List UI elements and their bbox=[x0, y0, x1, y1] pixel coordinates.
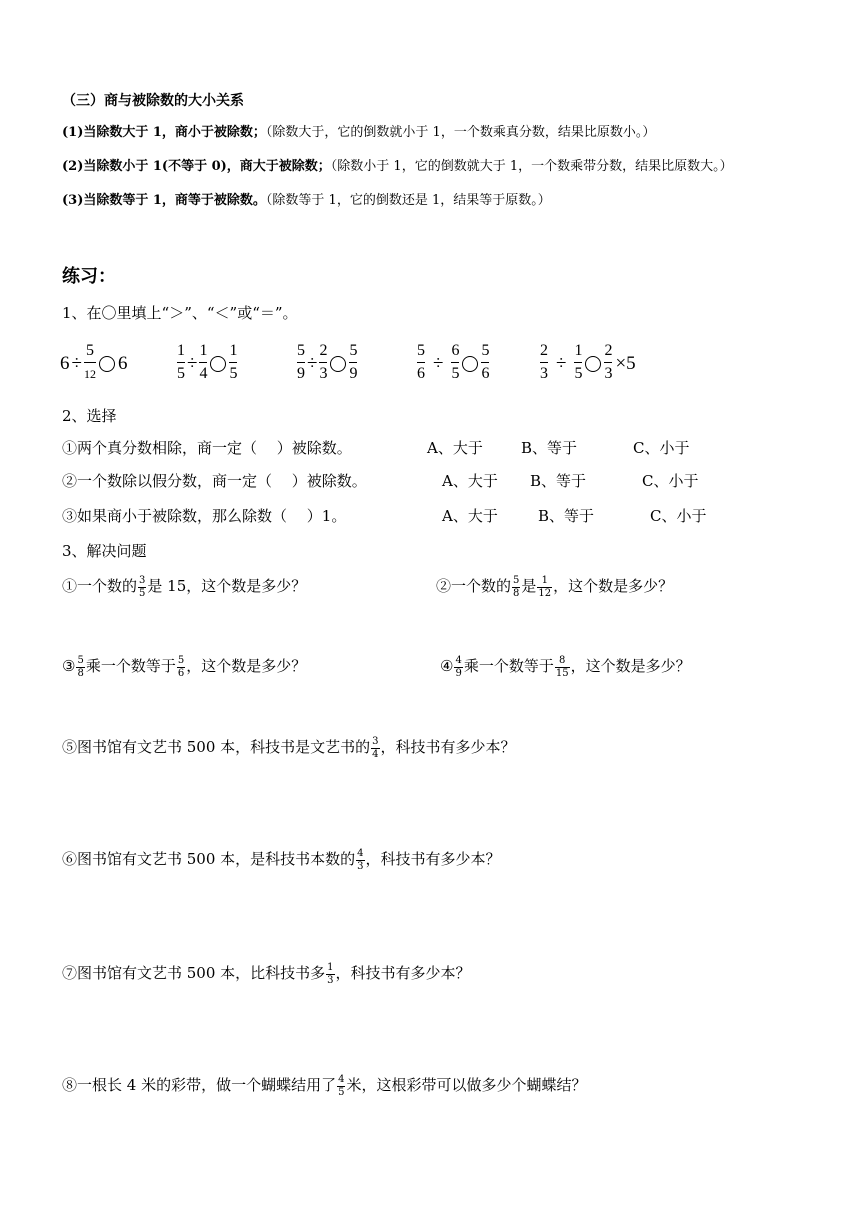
denominator: 4 bbox=[372, 748, 379, 760]
fraction bbox=[138, 576, 146, 599]
problem-3-text-start: ③ bbox=[62, 657, 76, 675]
rule-1 bbox=[62, 124, 655, 142]
numerator: 1 bbox=[199, 342, 208, 359]
fraction bbox=[326, 963, 334, 986]
choice-1-option-b[interactable]: B、等于 bbox=[521, 439, 578, 457]
compare-4-blank-circle[interactable] bbox=[462, 356, 478, 372]
fraction bbox=[297, 342, 305, 383]
denominator: 6 bbox=[177, 667, 185, 679]
times-five: ×5 bbox=[615, 353, 636, 374]
denominator: 5 bbox=[229, 365, 238, 382]
denominator: 9 bbox=[349, 365, 358, 382]
denominator: 5 bbox=[451, 365, 460, 382]
fraction bbox=[451, 342, 459, 383]
denominator: 9 bbox=[455, 667, 462, 679]
denominator: 5 bbox=[574, 365, 583, 382]
choice-question-1: ①两个真分数相除，商一定（ ）被除数。 bbox=[62, 439, 352, 457]
numerator: 1 bbox=[177, 342, 185, 359]
denominator: 12 bbox=[538, 587, 552, 599]
choice-1-option-c[interactable]: C、小于 bbox=[633, 439, 690, 457]
problem-2-text-mid: 是 bbox=[521, 577, 537, 595]
fraction bbox=[349, 342, 357, 383]
compare-item-4 bbox=[417, 342, 490, 382]
problem-2-text-end: ，这个数是多少？ bbox=[553, 577, 674, 595]
divide-sign: ÷ bbox=[187, 353, 198, 374]
denominator: 3 bbox=[357, 860, 364, 872]
problem-3-text-end: ，这个数是多少？ bbox=[186, 657, 307, 675]
compare-3-blank-circle[interactable] bbox=[330, 356, 346, 372]
fraction bbox=[604, 342, 612, 383]
problem-4-text-start: ④ bbox=[440, 657, 454, 675]
fraction bbox=[540, 342, 548, 383]
fraction bbox=[177, 342, 185, 383]
fraction bbox=[337, 1075, 345, 1098]
numerator: 4 bbox=[338, 1073, 345, 1085]
problem-1-text-start: ①一个数的 bbox=[62, 577, 138, 595]
problem-8 bbox=[62, 1074, 586, 1098]
section-title: （三）商与被除数的大小关系 bbox=[62, 93, 244, 109]
rule-2-note: （除数小于 1，它的倒数就大于 1，一个数乘带分数，结果比原数大。） bbox=[330, 159, 733, 174]
denominator: 5 bbox=[139, 587, 146, 599]
numerator: 5 bbox=[513, 574, 520, 586]
numerator: 1 bbox=[229, 342, 238, 359]
fraction bbox=[199, 342, 207, 383]
rule-1-statement: (1)当除数大于 1，商小于被除数； bbox=[62, 125, 266, 140]
problem-5 bbox=[62, 736, 516, 760]
compare-1-blank-circle[interactable] bbox=[99, 356, 115, 372]
practice-heading: 练习： bbox=[62, 266, 116, 287]
numerator: 4 bbox=[357, 847, 364, 859]
divide-sign: ÷ bbox=[71, 353, 82, 374]
choice-3-option-a[interactable]: A、大于 bbox=[442, 507, 498, 525]
compare-item-3 bbox=[297, 342, 358, 382]
denominator: 5 bbox=[338, 1086, 345, 1098]
q2-title: 2、选择 bbox=[62, 407, 117, 425]
fraction bbox=[177, 656, 185, 679]
denominator: 3 bbox=[604, 365, 613, 382]
compare-item-5 bbox=[540, 342, 636, 382]
problem-7 bbox=[62, 962, 471, 986]
numerator: 6 bbox=[451, 342, 460, 359]
numerator: 5 bbox=[177, 654, 185, 666]
choice-2-option-b[interactable]: B、等于 bbox=[530, 472, 587, 490]
problem-6-text-start: ⑥图书馆有文艺书 500 本，是科技书本数的 bbox=[62, 850, 356, 868]
fraction bbox=[356, 849, 364, 872]
problem-1-text-end: 是 15，这个数是多少？ bbox=[147, 577, 307, 595]
numerator: 2 bbox=[319, 342, 328, 359]
rule-3-statement: (3)当除数等于 1，商等于被除数。 bbox=[62, 193, 266, 208]
choice-2-option-a[interactable]: A、大于 bbox=[442, 472, 498, 490]
numerator: 5 bbox=[417, 342, 425, 359]
choice-1-option-a[interactable]: A、大于 bbox=[427, 439, 483, 457]
fraction bbox=[371, 737, 379, 760]
problem-2-text-start: ②一个数的 bbox=[436, 577, 512, 595]
rule-2 bbox=[62, 158, 733, 176]
problem-5-text-end: ，科技书有多少本？ bbox=[380, 738, 516, 756]
rule-3-note: （除数等于 1，它的倒数还是 1，结果等于原数。） bbox=[265, 193, 551, 208]
numerator: 1 bbox=[574, 342, 583, 359]
compare-1-right: 6 bbox=[117, 353, 128, 374]
problem-7-text-start: ⑦图书馆有文艺书 500 本，比科技书多 bbox=[62, 964, 326, 982]
divide-sign: ÷ bbox=[556, 353, 567, 374]
problem-8-text-start: ⑧一根长 4 米的彩带，做一个蝴蝶结用了 bbox=[62, 1076, 337, 1094]
problem-7-text-end: ，科技书有多少本？ bbox=[335, 964, 471, 982]
fraction bbox=[229, 342, 237, 383]
choice-2-option-c[interactable]: C、小于 bbox=[642, 472, 699, 490]
numerator: 5 bbox=[297, 342, 305, 359]
numerator: 5 bbox=[349, 342, 358, 359]
problem-4-text-end: ，这个数是多少？ bbox=[570, 657, 691, 675]
problem-5-text-start: ⑤图书馆有文艺书 500 本，科技书是文艺书的 bbox=[62, 738, 371, 756]
fraction bbox=[555, 656, 570, 679]
compare-5-blank-circle[interactable] bbox=[585, 356, 601, 372]
compare-1-left: 6 bbox=[60, 353, 70, 374]
numerator: 8 bbox=[555, 656, 570, 668]
numerator: 5 bbox=[77, 654, 84, 666]
fraction bbox=[84, 342, 96, 383]
choice-3-option-b[interactable]: B、等于 bbox=[538, 507, 595, 525]
numerator: 5 bbox=[85, 342, 94, 359]
numerator: 1 bbox=[327, 961, 334, 973]
divide-sign: ÷ bbox=[433, 353, 444, 374]
fraction bbox=[417, 342, 425, 383]
choice-question-3: ③如果商小于被除数，那么除数（ ）1。 bbox=[62, 507, 347, 525]
divide-sign: ÷ bbox=[307, 353, 318, 374]
denominator: 15 bbox=[555, 667, 569, 679]
problem-4 bbox=[440, 655, 691, 679]
problem-4-text-mid: 乘一个数等于 bbox=[463, 657, 554, 675]
problem-6-text-end: ，科技书有多少本？ bbox=[365, 850, 501, 868]
q1-title: 1、在〇里填上“＞”、“＜”或“＝”。 bbox=[62, 304, 298, 322]
denominator: 3 bbox=[319, 365, 328, 382]
numerator: 3 bbox=[372, 735, 379, 747]
fraction bbox=[454, 656, 462, 679]
compare-2-blank-circle[interactable] bbox=[210, 356, 226, 372]
compare-item-2 bbox=[177, 342, 238, 382]
fraction bbox=[574, 342, 582, 383]
problem-3-text-mid: 乘一个数等于 bbox=[85, 657, 176, 675]
problem-1 bbox=[62, 575, 306, 599]
compare-item-1 bbox=[60, 342, 128, 381]
rule-1-note: （除数大于，它的倒数就小于 1，一个数乘真分数，结果比原数小。） bbox=[265, 125, 656, 140]
denominator: 3 bbox=[540, 365, 548, 382]
denominator: 9 bbox=[297, 365, 305, 382]
denominator: 8 bbox=[77, 667, 84, 679]
choice-3-option-c[interactable]: C、小于 bbox=[650, 507, 707, 525]
fraction bbox=[76, 656, 84, 679]
problem-3 bbox=[62, 655, 306, 679]
rule-3 bbox=[62, 192, 551, 210]
numerator: 5 bbox=[481, 342, 490, 359]
denominator: 6 bbox=[481, 365, 490, 382]
denominator: 6 bbox=[417, 365, 425, 382]
fraction bbox=[481, 342, 489, 383]
numerator: 1 bbox=[537, 576, 552, 588]
choice-question-2: ②一个数除以假分数，商一定（ ）被除数。 bbox=[62, 472, 367, 490]
numerator: 2 bbox=[604, 342, 613, 359]
denominator: 12 bbox=[83, 367, 96, 381]
denominator: 5 bbox=[177, 365, 185, 382]
problem-6 bbox=[62, 848, 501, 872]
fraction bbox=[512, 576, 520, 599]
denominator: 4 bbox=[199, 365, 208, 382]
numerator: 4 bbox=[455, 654, 462, 666]
rule-2-statement: (2)当除数小于 1(不等于 0)，商大于被除数； bbox=[62, 159, 331, 174]
numerator: 2 bbox=[540, 342, 548, 359]
problem-2 bbox=[436, 575, 673, 599]
problem-8-text-end: 米，这根彩带可以做多少个蝴蝶结？ bbox=[346, 1076, 587, 1094]
denominator: 3 bbox=[327, 974, 334, 986]
fraction bbox=[319, 342, 327, 383]
numerator: 3 bbox=[139, 574, 146, 586]
fraction bbox=[537, 576, 552, 599]
denominator: 8 bbox=[513, 587, 520, 599]
q3-title: 3、解决问题 bbox=[62, 542, 147, 560]
